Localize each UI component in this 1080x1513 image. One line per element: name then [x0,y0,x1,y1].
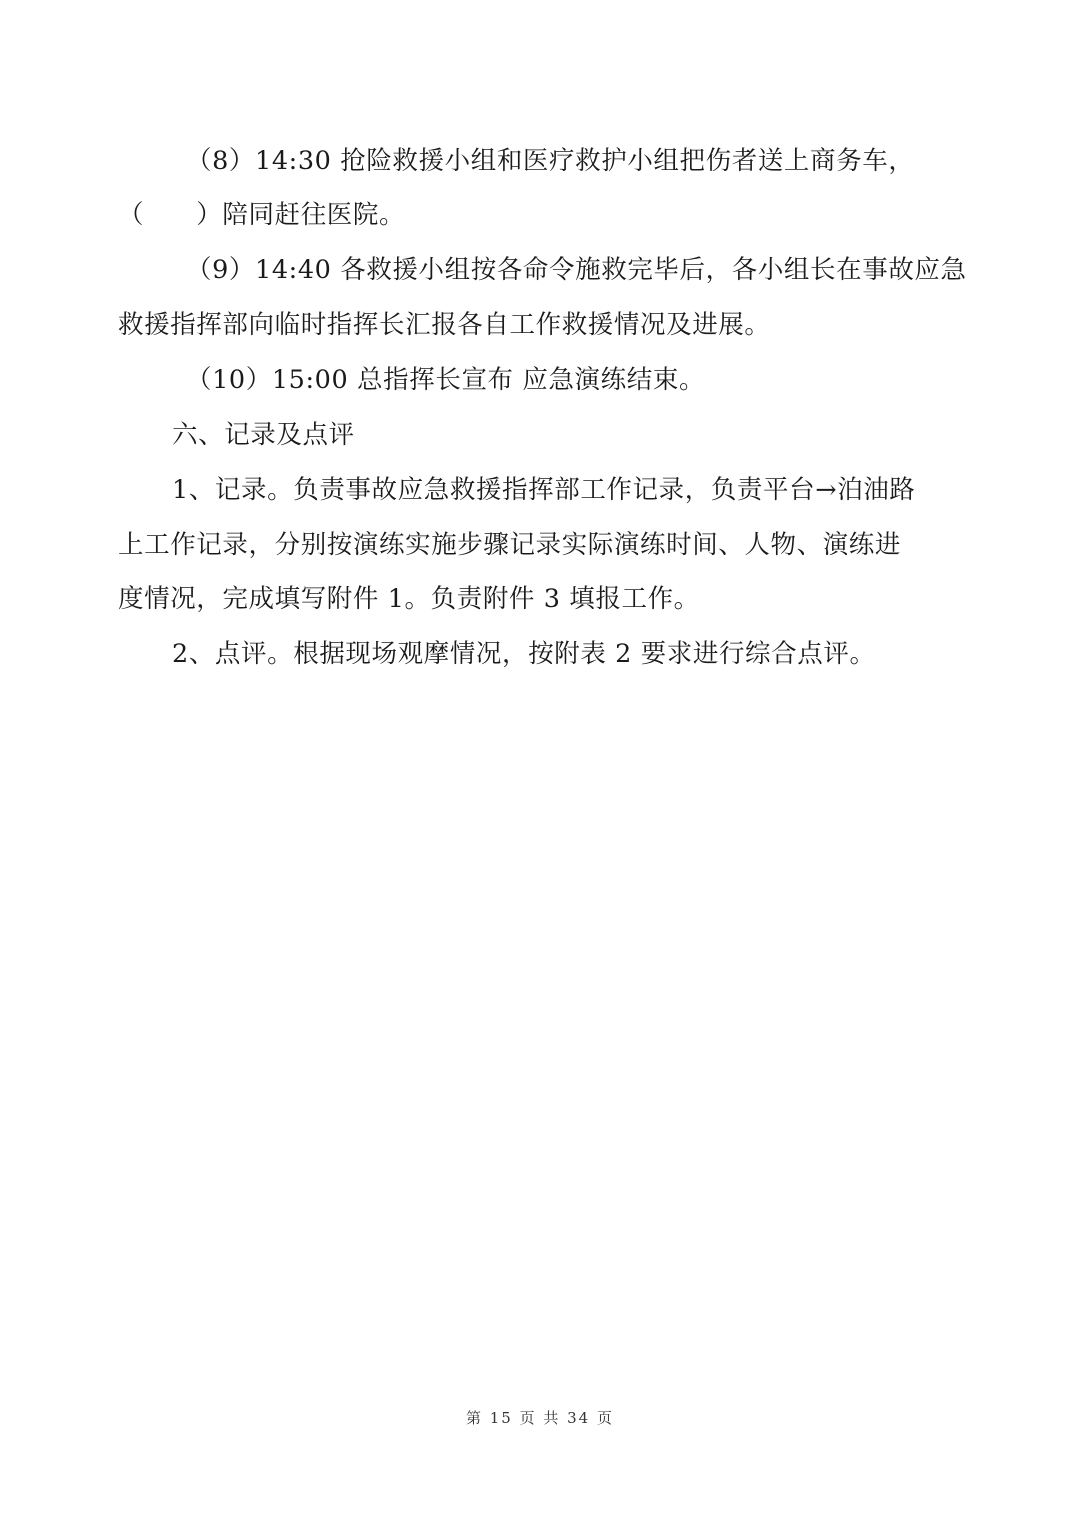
section-6-1-line-1: 1、记录。负责事故应急救援指挥部工作记录，负责平台→泊油路 [172,475,916,505]
section-6-2-line-1: 2、点评。根据现场观摩情况，按附表 2 要求进行综合点评。 [172,639,876,669]
item-9-line-2: 救援指挥部向临时指挥长汇报各自工作救援情况及进展。 [118,310,771,340]
section-6-heading: 六、记录及点评 [172,420,355,450]
section-6-1-line-2: 上工作记录，分别按演练实施步骤记录实际演练时间、人物、演练进 [118,530,902,560]
section-6-1-line-3: 度情况，完成填写附件 1。负责附件 3 填报工作。 [118,584,700,614]
item-10-line-1: （10）15:00 总指挥长宣布 应急演练结束。 [186,365,706,395]
item-8-line-2: （ ）陪同赶往医院。 [118,200,406,230]
page-number-footer: 第 15 页 共 34 页 [465,1409,614,1427]
item-9-line-1: （9）14:40 各救援小组按各命令施救完毕后，各小组长在事故应急 [186,255,967,285]
item-8-line-1: （8）14:30 抢险救援小组和医疗救护小组把伤者送上商务车， [186,146,915,176]
